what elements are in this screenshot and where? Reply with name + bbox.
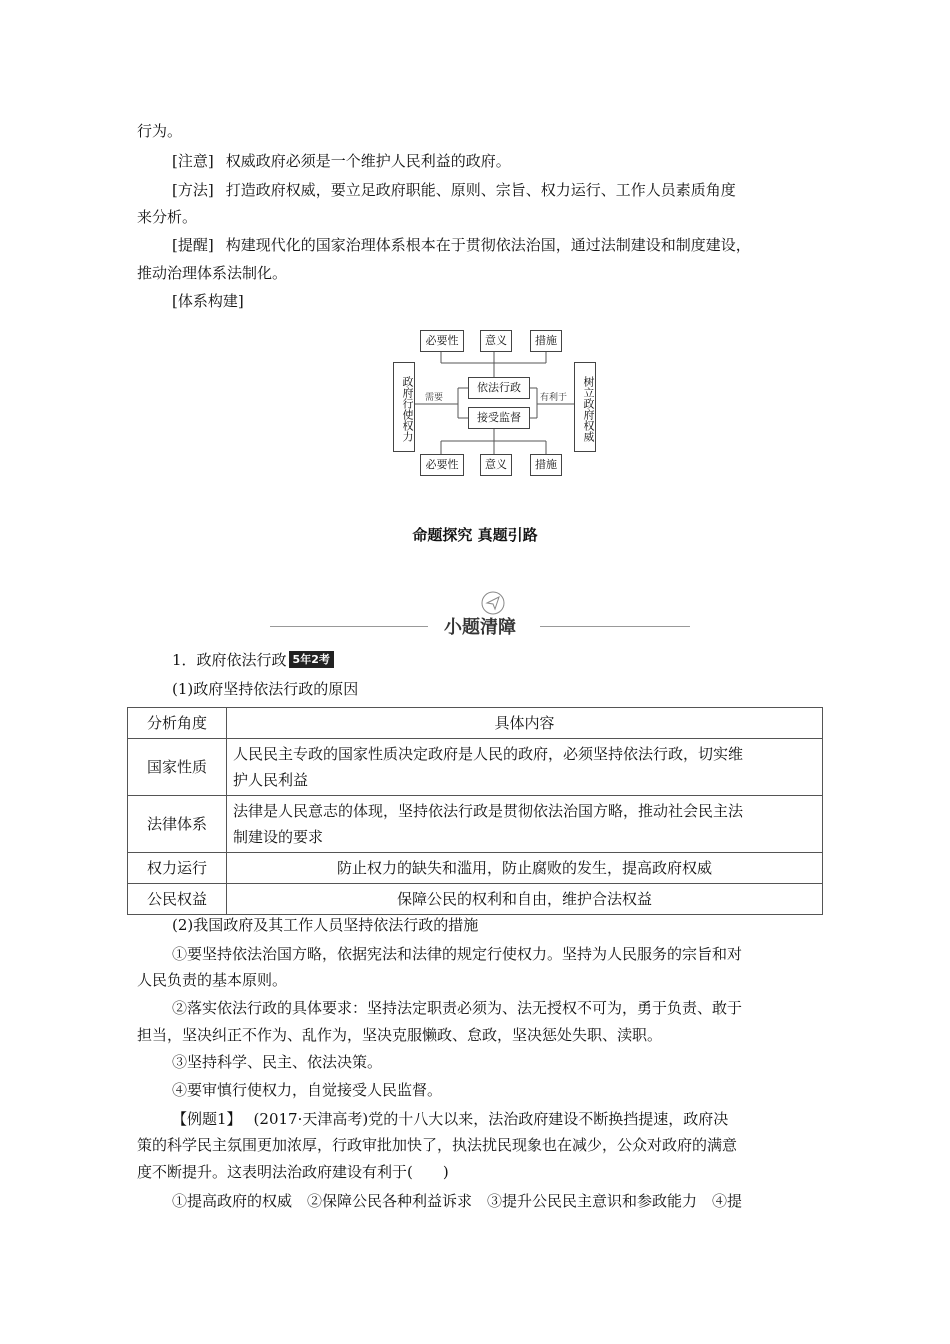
table-row: [128, 796, 823, 853]
paper-plane-icon: [481, 591, 505, 615]
measure-2: ②落实依法行政的具体要求：坚持法定职责必须为、法无授权不可为，勇于负责、敢于: [172, 999, 743, 1017]
table-row: [128, 884, 823, 915]
remind-tag: [提醒]: [172, 236, 214, 254]
banner-rule-left: [270, 626, 428, 627]
content-line: 法律是人民意志的体现，坚持依法行政是贯彻依法治国方略，推动社会民主法: [233, 802, 744, 820]
remind-text: 构建现代化的国家治理体系根本在于贯彻依法治国，通过法制建设和制度建设，: [225, 236, 751, 254]
diagram-top-measures: 措施: [530, 330, 562, 352]
measure-1: ①要坚持依法治国方略，依据宪法和法律的规定行使权力。坚持为人民服务的宗旨和对: [172, 945, 743, 963]
method-text: 打造政府权威，要立足政府职能、原则、宗旨、权力运行、工作人员素质角度: [225, 181, 736, 199]
measure-4: ④要审慎行使权力，自觉接受人民监督。: [172, 1081, 443, 1099]
diagram-left-box: 政府行使权力: [393, 362, 415, 452]
diagram-right-box: 树立政府权威: [574, 362, 596, 452]
table-header-cell: 分析角度: [128, 708, 227, 739]
method-text-cont: 来分析。: [137, 208, 198, 226]
table-cell-angle: 法律体系: [128, 796, 227, 853]
text-line: 行为。: [137, 122, 183, 140]
diagram-bottom-significance: 意义: [480, 454, 512, 476]
example-1-cont: 策的科学民主氛围更加浓厚，行政审批加快了，执法扰民现象也在减少，公众对政府的满意: [137, 1136, 738, 1154]
table-cell-angle: 公民权益: [128, 884, 227, 915]
example-1-cont: 度不断提升。这表明法治政府建设有利于( ): [137, 1163, 449, 1181]
table-cell-content: 保障公民的权利和自由，维护合法权益: [227, 884, 823, 915]
measure-3: ③坚持科学、民主、依法决策。: [172, 1053, 383, 1071]
content-line: 护人民利益: [233, 771, 309, 789]
table-cell-content: [227, 739, 823, 796]
example-1-options: ①提高政府的权威 ②保障公民各种利益诉求 ③提升公民民主意识和参政能力 ④提: [172, 1192, 743, 1210]
subheading-measures: (2)我国政府及其工作人员坚持依法行政的措施: [172, 916, 479, 934]
banner-rule-right: [540, 626, 690, 627]
table-cell-content: 防止权力的缺失和滥用，防止腐败的发生，提高政府权威: [227, 853, 823, 884]
content-line: 制建设的要求: [233, 828, 324, 846]
measure-2-cont: 担当，坚决纠正不作为、乱作为，坚决克服懒政、怠政，坚决惩处失职、渎职。: [137, 1026, 663, 1044]
note-tag: [注意]: [172, 152, 214, 170]
content-line: 人民民主专政的国家性质决定政府是人民的政府，必须坚持依法行政，切实维: [233, 745, 744, 763]
table-row: [128, 853, 823, 884]
table-cell-angle: 权力运行: [128, 853, 227, 884]
section-title: 命题探究 真题引路: [412, 526, 538, 544]
system-tag: [体系构建]: [172, 292, 244, 310]
diagram-top-necessity: 必要性: [420, 330, 464, 352]
measure-1-cont: 人民负责的基本原则。: [137, 971, 288, 989]
table-cell-angle: 国家性质: [128, 739, 227, 796]
table-header-row: [128, 708, 823, 739]
table-cell-content: [227, 796, 823, 853]
banner-title: 小题清障: [444, 617, 516, 638]
diagram-label-need: 需要: [425, 393, 444, 403]
subheading-reasons: (1)政府坚持依法行政的原因: [172, 680, 359, 698]
reasons-table: [127, 707, 823, 915]
method-tag: [方法]: [172, 181, 214, 199]
diagram-top-significance: 意义: [480, 330, 512, 352]
table-header-cell: 具体内容: [227, 708, 823, 739]
point-1-heading: [172, 649, 334, 671]
diagram-center-lawful-admin: 依法行政: [468, 377, 530, 399]
remind-text-cont: 推动治理体系法制化。: [137, 264, 288, 282]
table-row: [128, 739, 823, 796]
diagram-bottom-necessity: 必要性: [420, 454, 464, 476]
exam-frequency-badge: 5年2考: [289, 651, 334, 668]
example-tag: 【例题1】: [172, 1110, 242, 1128]
example-text: (2017·天津高考)党的十八大以来，法治政府建设不断换挡提速，政府决: [253, 1110, 729, 1128]
diagram-label-benefit: 有利于: [540, 393, 568, 403]
example-1: [172, 1108, 728, 1130]
diagram-center-supervision: 接受监督: [468, 407, 530, 429]
diagram-bottom-measures: 措施: [530, 454, 562, 476]
note-text: 权威政府必须是一个维护人民利益的政府。: [225, 152, 511, 170]
point-1-label: 1．政府依法行政: [172, 651, 287, 669]
